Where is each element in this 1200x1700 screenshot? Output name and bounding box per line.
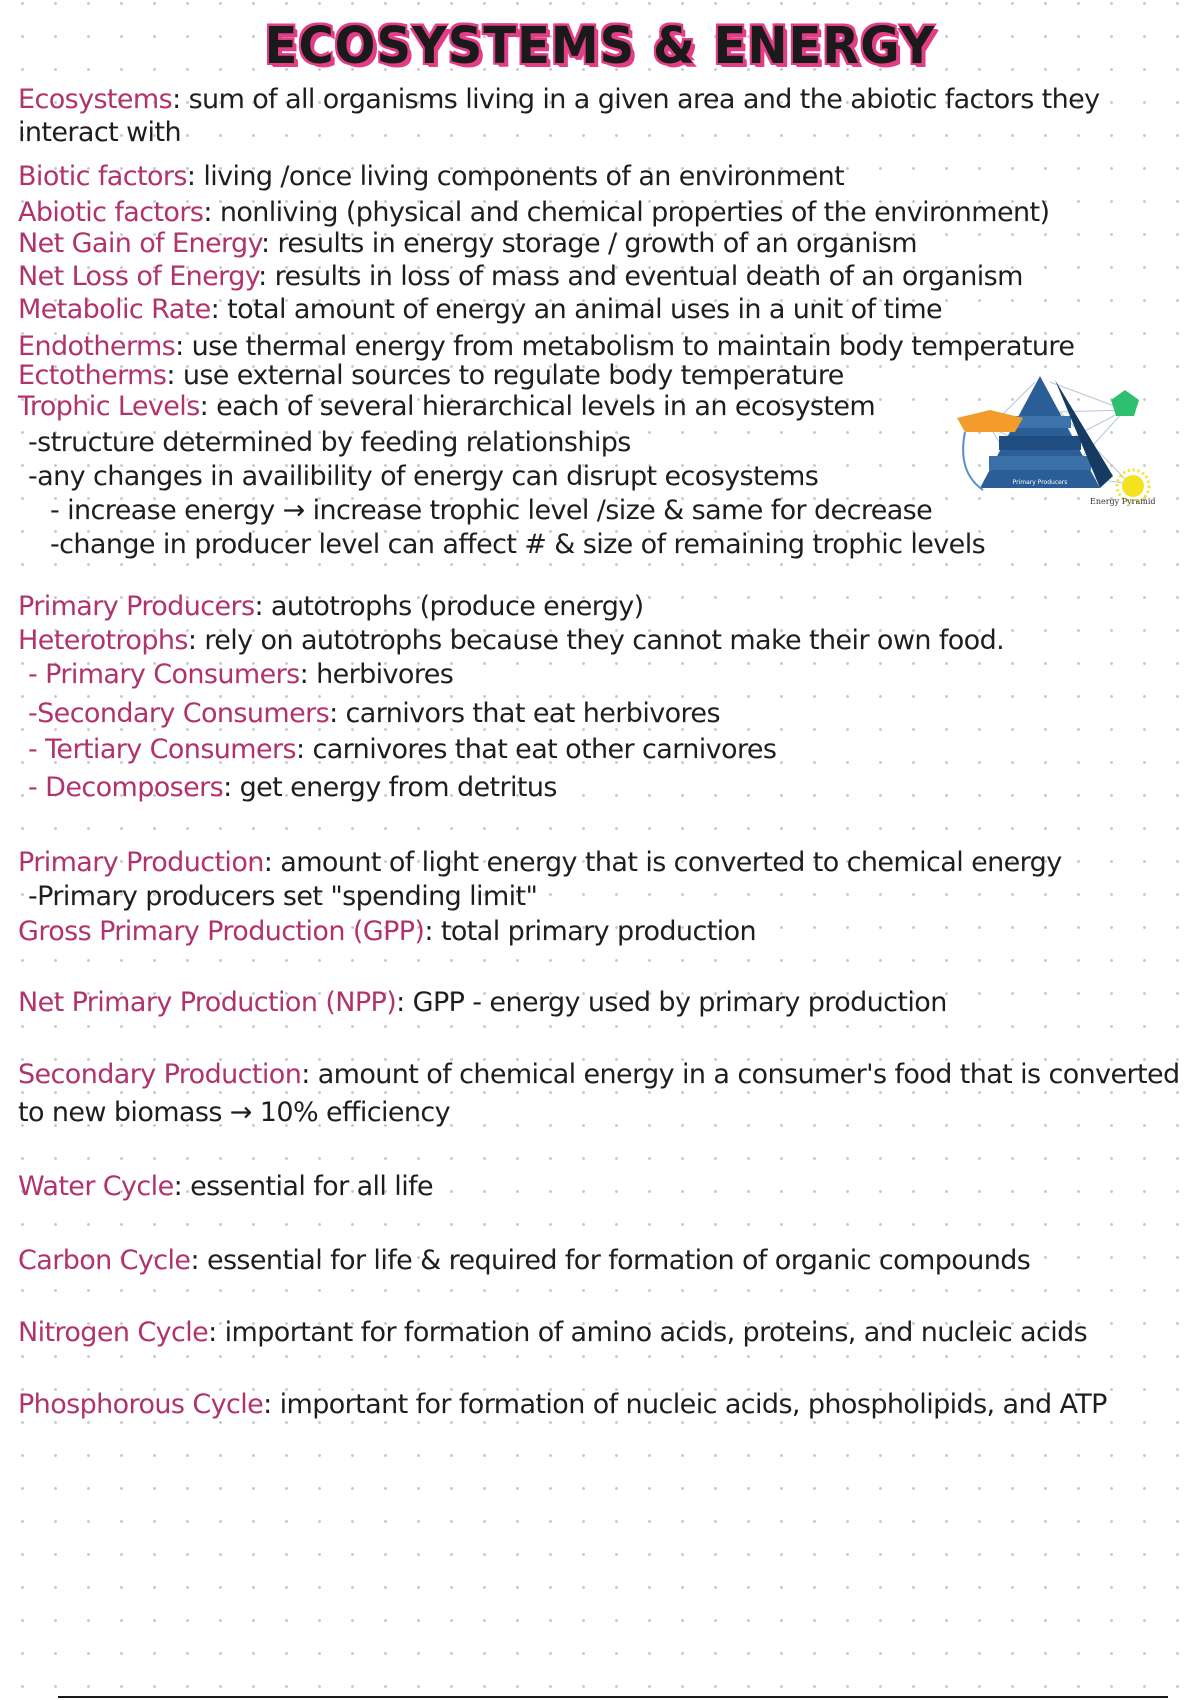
note-metabolic-rate: Metabolic Rate: total amount of energy an animal uses in a unit of time <box>18 294 943 325</box>
definition: use thermal energy from metabolism to maintain body temperature <box>191 331 1075 362</box>
term: -Secondary Consumers <box>28 698 330 729</box>
pyramid-level <box>989 456 1091 470</box>
definition: nonliving (physical and chemical properties of the environment) <box>219 197 1050 228</box>
definition: herbivores <box>316 659 454 690</box>
decomposers-pentagon-shape <box>957 410 1023 432</box>
term: Primary Producers <box>18 591 255 622</box>
note-spending-limit <box>18 880 1200 913</box>
term: Secondary Production <box>18 1059 302 1090</box>
definition: sum of all organisms living in a given area and the abiotic factors they <box>188 84 1100 115</box>
pyramid-level-label: Primary Producers <box>1012 479 1068 486</box>
note-ectotherms: Ectotherms: use external sources to regulate body temperature <box>18 360 844 391</box>
note-tertiary-consumers: - Tertiary Consumers: carnivores that eat other carnivores <box>28 734 777 765</box>
definition: interact with <box>18 117 181 148</box>
term: Metabolic Rate <box>18 294 211 325</box>
note-decomposers: - Decomposers: get energy from detritus <box>28 772 557 803</box>
pyramid-level <box>999 436 1081 450</box>
definition: carnivores that eat other carnivores <box>312 734 777 765</box>
note-endotherms: Endotherms: use thermal energy from metabolism to maintain body temperature <box>18 331 1075 362</box>
term: Gross Primary Production (GPP) <box>18 916 425 947</box>
note-net-gain: Net Gain of Energy: results in energy storage / growth of an organism <box>18 228 918 259</box>
definition: rely on autotrophs because they cannot make their own food. <box>204 625 1005 656</box>
note-biotic-factors: Biotic factors: living /once living components of an environment <box>18 161 845 192</box>
note-secondary-production: Secondary Production: amount of chemical energy in a consumer's food that is converted <box>18 1059 1180 1090</box>
term: Phosphorous Cycle <box>18 1389 264 1420</box>
note-phosphorous-cycle: Phosphorous Cycle: important for formation of nucleic acids, phospholipids, and ATP <box>18 1389 1107 1420</box>
note-secondary-consumers: -Secondary Consumers: carnivors that eat herbivores <box>28 698 720 729</box>
note-abiotic-factors: Abiotic factors: nonliving (physical and chemical properties of the environment) <box>18 197 1050 228</box>
term: - Decomposers <box>28 772 224 803</box>
note-trophic-increase <box>18 494 1040 527</box>
energy-pyramid-figure <box>935 372 1155 522</box>
note-carbon-cycle: Carbon Cycle: essential for life & required for formation of organic compounds <box>18 1245 1031 1276</box>
term: Endotherms <box>18 331 176 362</box>
note-heterotrophs: Heterotrophs: rely on autotrophs because they cannot make their own food. <box>18 625 1005 656</box>
term: Nitrogen Cycle <box>18 1317 209 1348</box>
definition: essential for all life <box>190 1171 434 1202</box>
page-bottom-rule <box>58 1696 1168 1698</box>
note-trophic-structure <box>18 426 928 459</box>
definition: amount of light energy that is converted to chemical energy <box>280 847 1062 878</box>
definition: -change in producer level can affect # & size of remaining trophic levels <box>50 529 986 560</box>
note-ecosystems: Ecosystems: sum of all organisms living in a given area and the abiotic factors they <box>18 84 1100 115</box>
term: Heterotrophs <box>18 625 188 656</box>
term: Net Gain of Energy <box>18 228 262 259</box>
definition: important for formation of amino acids, proteins, and nucleic acids <box>224 1317 1088 1348</box>
term: - Tertiary Consumers <box>28 734 296 765</box>
term: Net Loss of Energy <box>18 261 259 292</box>
term: - Primary Consumers <box>28 659 300 690</box>
definition: important for formation of nucleic acids, phospholipids, and ATP <box>279 1389 1107 1420</box>
figure-caption: Energy Pyramid <box>1090 497 1155 506</box>
note-trophic-producer-change <box>18 528 1200 561</box>
definition: use external sources to regulate body temperature <box>182 360 844 391</box>
note-water-cycle: Water Cycle: essential for all life <box>18 1171 434 1202</box>
note-secondary-production-cont <box>18 1096 1193 1129</box>
definition: GPP - energy used by primary production <box>412 987 947 1018</box>
note-trophic-levels: Trophic Levels: each of several hierarchical levels in an ecosystem <box>18 391 876 422</box>
definition: carnivors that eat herbivores <box>345 698 720 729</box>
note-npp: Net Primary Production (NPP): GPP - energy used by primary production <box>18 987 947 1018</box>
recycle-arrow-icon <box>963 432 983 490</box>
definition: total amount of energy an animal uses in a unit of time <box>227 294 943 325</box>
note-net-loss: Net Loss of Energy: results in loss of mass and eventual death of an organism <box>18 261 1023 292</box>
note-primary-production: Primary Production: amount of light energy that is converted to chemical energy <box>18 847 1062 878</box>
definition: essential for life & required for formation of organic compounds <box>206 1245 1031 1276</box>
consumer-pentagon-shape <box>1111 390 1139 416</box>
term: Net Primary Production (NPP) <box>18 987 397 1018</box>
definition: autotrophs (produce energy) <box>270 591 644 622</box>
term: Primary Production <box>18 847 264 878</box>
definition: total primary production <box>440 916 757 947</box>
definition: amount of chemical energy in a consumer's food that is converted <box>317 1059 1180 1090</box>
term: Biotic factors <box>18 161 187 192</box>
term: Ectotherms <box>18 360 167 391</box>
definition: to new biomass → 10% efficiency <box>18 1097 451 1128</box>
term: Abiotic factors <box>18 197 204 228</box>
note-nitrogen-cycle: Nitrogen Cycle: important for formation of amino acids, proteins, and nucleic acids <box>18 1317 1088 1348</box>
term: Trophic Levels <box>18 391 200 422</box>
definition: -Primary producers set "spending limit" <box>28 881 538 912</box>
note-gpp: Gross Primary Production (GPP): total primary production <box>18 916 757 947</box>
term: Carbon Cycle <box>18 1245 191 1276</box>
note-primary-producers: Primary Producers: autotrophs (produce energy) <box>18 591 644 622</box>
definition: results in loss of mass and eventual death of an organism <box>274 261 1023 292</box>
page-title: ECOSYSTEMS & ENERGY <box>264 16 936 76</box>
note-ecosystems-cont <box>18 116 1193 149</box>
note-primary-consumers: - Primary Consumers: herbivores <box>28 659 454 690</box>
definition: -structure determined by feeding relationships <box>28 427 631 458</box>
term: Water Cycle <box>18 1171 174 1202</box>
definition: results in energy storage / growth of an organism <box>277 228 918 259</box>
definition: each of several hierarchical levels in an ecosystem <box>216 391 876 422</box>
definition: get energy from detritus <box>239 772 557 803</box>
definition: - increase energy → increase trophic level /size & same for decrease <box>50 495 933 526</box>
definition: -any changes in availibility of energy can disrupt ecosystems <box>28 461 819 492</box>
note-trophic-changes <box>18 460 928 493</box>
definition: living /once living components of an environment <box>203 161 845 192</box>
term: Ecosystems <box>18 84 173 115</box>
